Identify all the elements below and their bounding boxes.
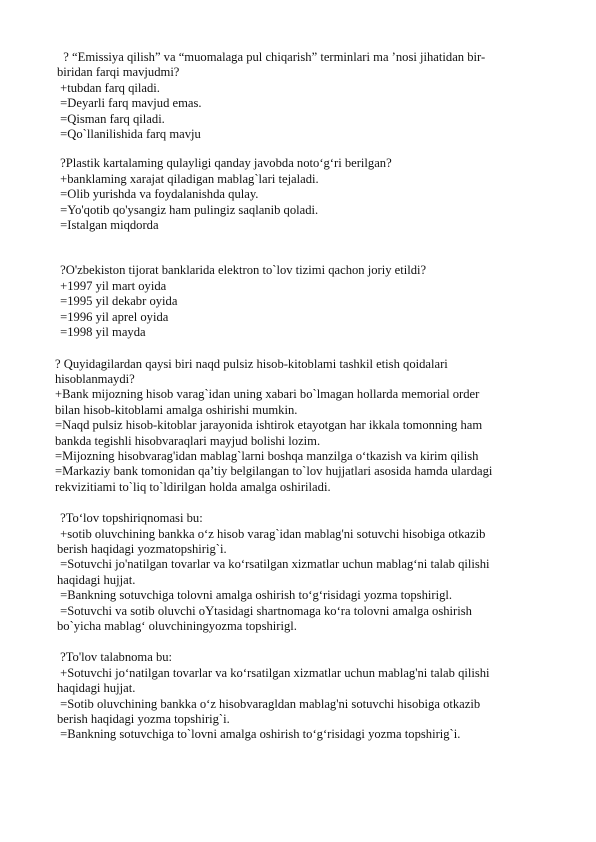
answer-option: =Sotib oluvchining bankka o‘z hisobvaragldan mablag'ni sotuvchi hisobiga otkazib bbox=[57, 696, 481, 711]
answer-option: =Bankning sotuvchiga tolovni amalga oshirish to‘g‘risidagi yozma topshirigl. bbox=[57, 588, 453, 603]
answer-correct: +Bank mijozning hisob varag`idan uning xabari bo`lmagan hollarda memorial order bbox=[55, 387, 480, 402]
spacer bbox=[57, 142, 550, 156]
answer-correct: +1997 yil mart oyida bbox=[57, 278, 167, 293]
answer-option: berish haqidagi yozma topshirig`i. bbox=[57, 712, 230, 727]
answer-option: =Markaziy bank tomonidan qa’tiy belgilangan to`lov hujjatlari asosida hamda ulardagi bbox=[55, 464, 493, 479]
answer-option: rekvizitiami to`liq to`ldirilgan holda amalga oshiriladi. bbox=[55, 479, 331, 494]
spacer bbox=[57, 233, 550, 263]
answer-option: =Naqd pulsiz hisob-kitoblar jarayonida ishtirok etayotgan har ikkala tomonning ham bbox=[55, 418, 483, 433]
answer-option: =1998 yil mayda bbox=[57, 325, 146, 340]
answer-correct: +banklaming xarajat qiladigan mablag`lari tejaladi. bbox=[57, 171, 319, 186]
spacer bbox=[57, 341, 550, 357]
question-block-tolov-topshiriqnomasi bbox=[57, 511, 550, 634]
question-line: ?Plastik kartalaming qulayligi qanday javobda noto‘g‘ri berilgan? bbox=[57, 156, 392, 171]
answer-option: =Olib yurishda va foydalanishda qulay. bbox=[57, 187, 259, 202]
question-block-emissiya bbox=[57, 50, 550, 142]
answer-option: =Istalgan miqdorda bbox=[57, 218, 159, 233]
answer-option: bankda tegishli hisobvaraqlari mayjud bolishi lozim. bbox=[55, 433, 321, 448]
answer-option: =Sotuvchi va sotib oluvchi oYtasidagi shartnomaga ko‘ra tolovni amalga oshirish bbox=[57, 603, 472, 618]
answer-option: bo`yicha mablag‘ oluvchiningyozma topshirigl. bbox=[57, 619, 297, 633]
answer-option: =Bankning sotuvchiga to`lovni amalga oshirish to‘g‘risidagi yozma topshirig`i. bbox=[57, 727, 461, 742]
answer-correct: +Sotuvchi jo‘natilgan tovarlar va ko‘rsatilgan xizmatlar uchun mablag'ni talab qilishi bbox=[57, 665, 490, 680]
answer-option: =1996 yil aprel oyida bbox=[57, 309, 169, 324]
question-block-elektron bbox=[57, 263, 550, 340]
answer-option: haqidagi hujjat. bbox=[57, 572, 136, 587]
question-line: ? “Emissiya qilish” va “muomalaga pul chiqarish” terminlari ma ’nosi jihatidan bir- bbox=[57, 50, 486, 64]
question-block-qoidalar bbox=[55, 357, 550, 496]
question-block-plastik bbox=[57, 156, 550, 233]
question-line: ?O'zbekiston tijorat banklarida elektron to`lov tizimi qachon joriy etildi? bbox=[57, 263, 427, 278]
answer-option: =Deyarli farq mavjud emas. bbox=[57, 96, 202, 111]
answer-correct: +tubdan farq qiladi. bbox=[57, 80, 160, 95]
answer-correct: haqidagi hujjat. bbox=[57, 681, 136, 696]
answer-option: =Qisman farq qiladi. bbox=[57, 111, 165, 126]
spacer bbox=[57, 495, 550, 511]
answer-option: =Qo`llanilishida farq mavju bbox=[57, 127, 201, 142]
question-block-tolov-talabnoma bbox=[57, 650, 550, 742]
answer-option: =Yo'qotib qo'ysangiz ham pulingiz saqlanib qoladi. bbox=[57, 202, 319, 217]
question-line: hisoblanmaydi? bbox=[55, 371, 135, 386]
answer-option: =Sotuvchi jo'natilgan tovarlar va ko‘rsatilgan xizmatlar uchun mablag‘ni talab qilishi bbox=[57, 557, 490, 572]
spacer bbox=[57, 634, 550, 650]
question-line: ?To‘lov topshiriqnomasi bu: bbox=[57, 511, 203, 526]
question-line: ? Quyidagilardan qaysi biri naqd pulsiz hisob-kitoblami tashkil etish qoidalari bbox=[55, 356, 448, 371]
answer-option: =Mijozning hisobvarag'idan mablag`larni boshqa manzilga o‘tkazish va kirim qilish bbox=[55, 448, 479, 463]
answer-correct: berish haqidagi yozmatopshirig`i. bbox=[57, 541, 227, 556]
answer-option: =1995 yil dekabr oyida bbox=[57, 294, 178, 309]
answer-correct: +sotib oluvchining bankka o‘z hisob varag`idan mablag'ni sotuvchi hisobiga otkazib bbox=[57, 526, 486, 541]
question-line: biridan farqi mavjudmi? bbox=[57, 65, 180, 80]
question-line: ?To'lov talabnoma bu: bbox=[57, 650, 173, 665]
answer-correct: bilan hisob-kitoblami amalga oshirishi mumkin. bbox=[55, 402, 298, 417]
